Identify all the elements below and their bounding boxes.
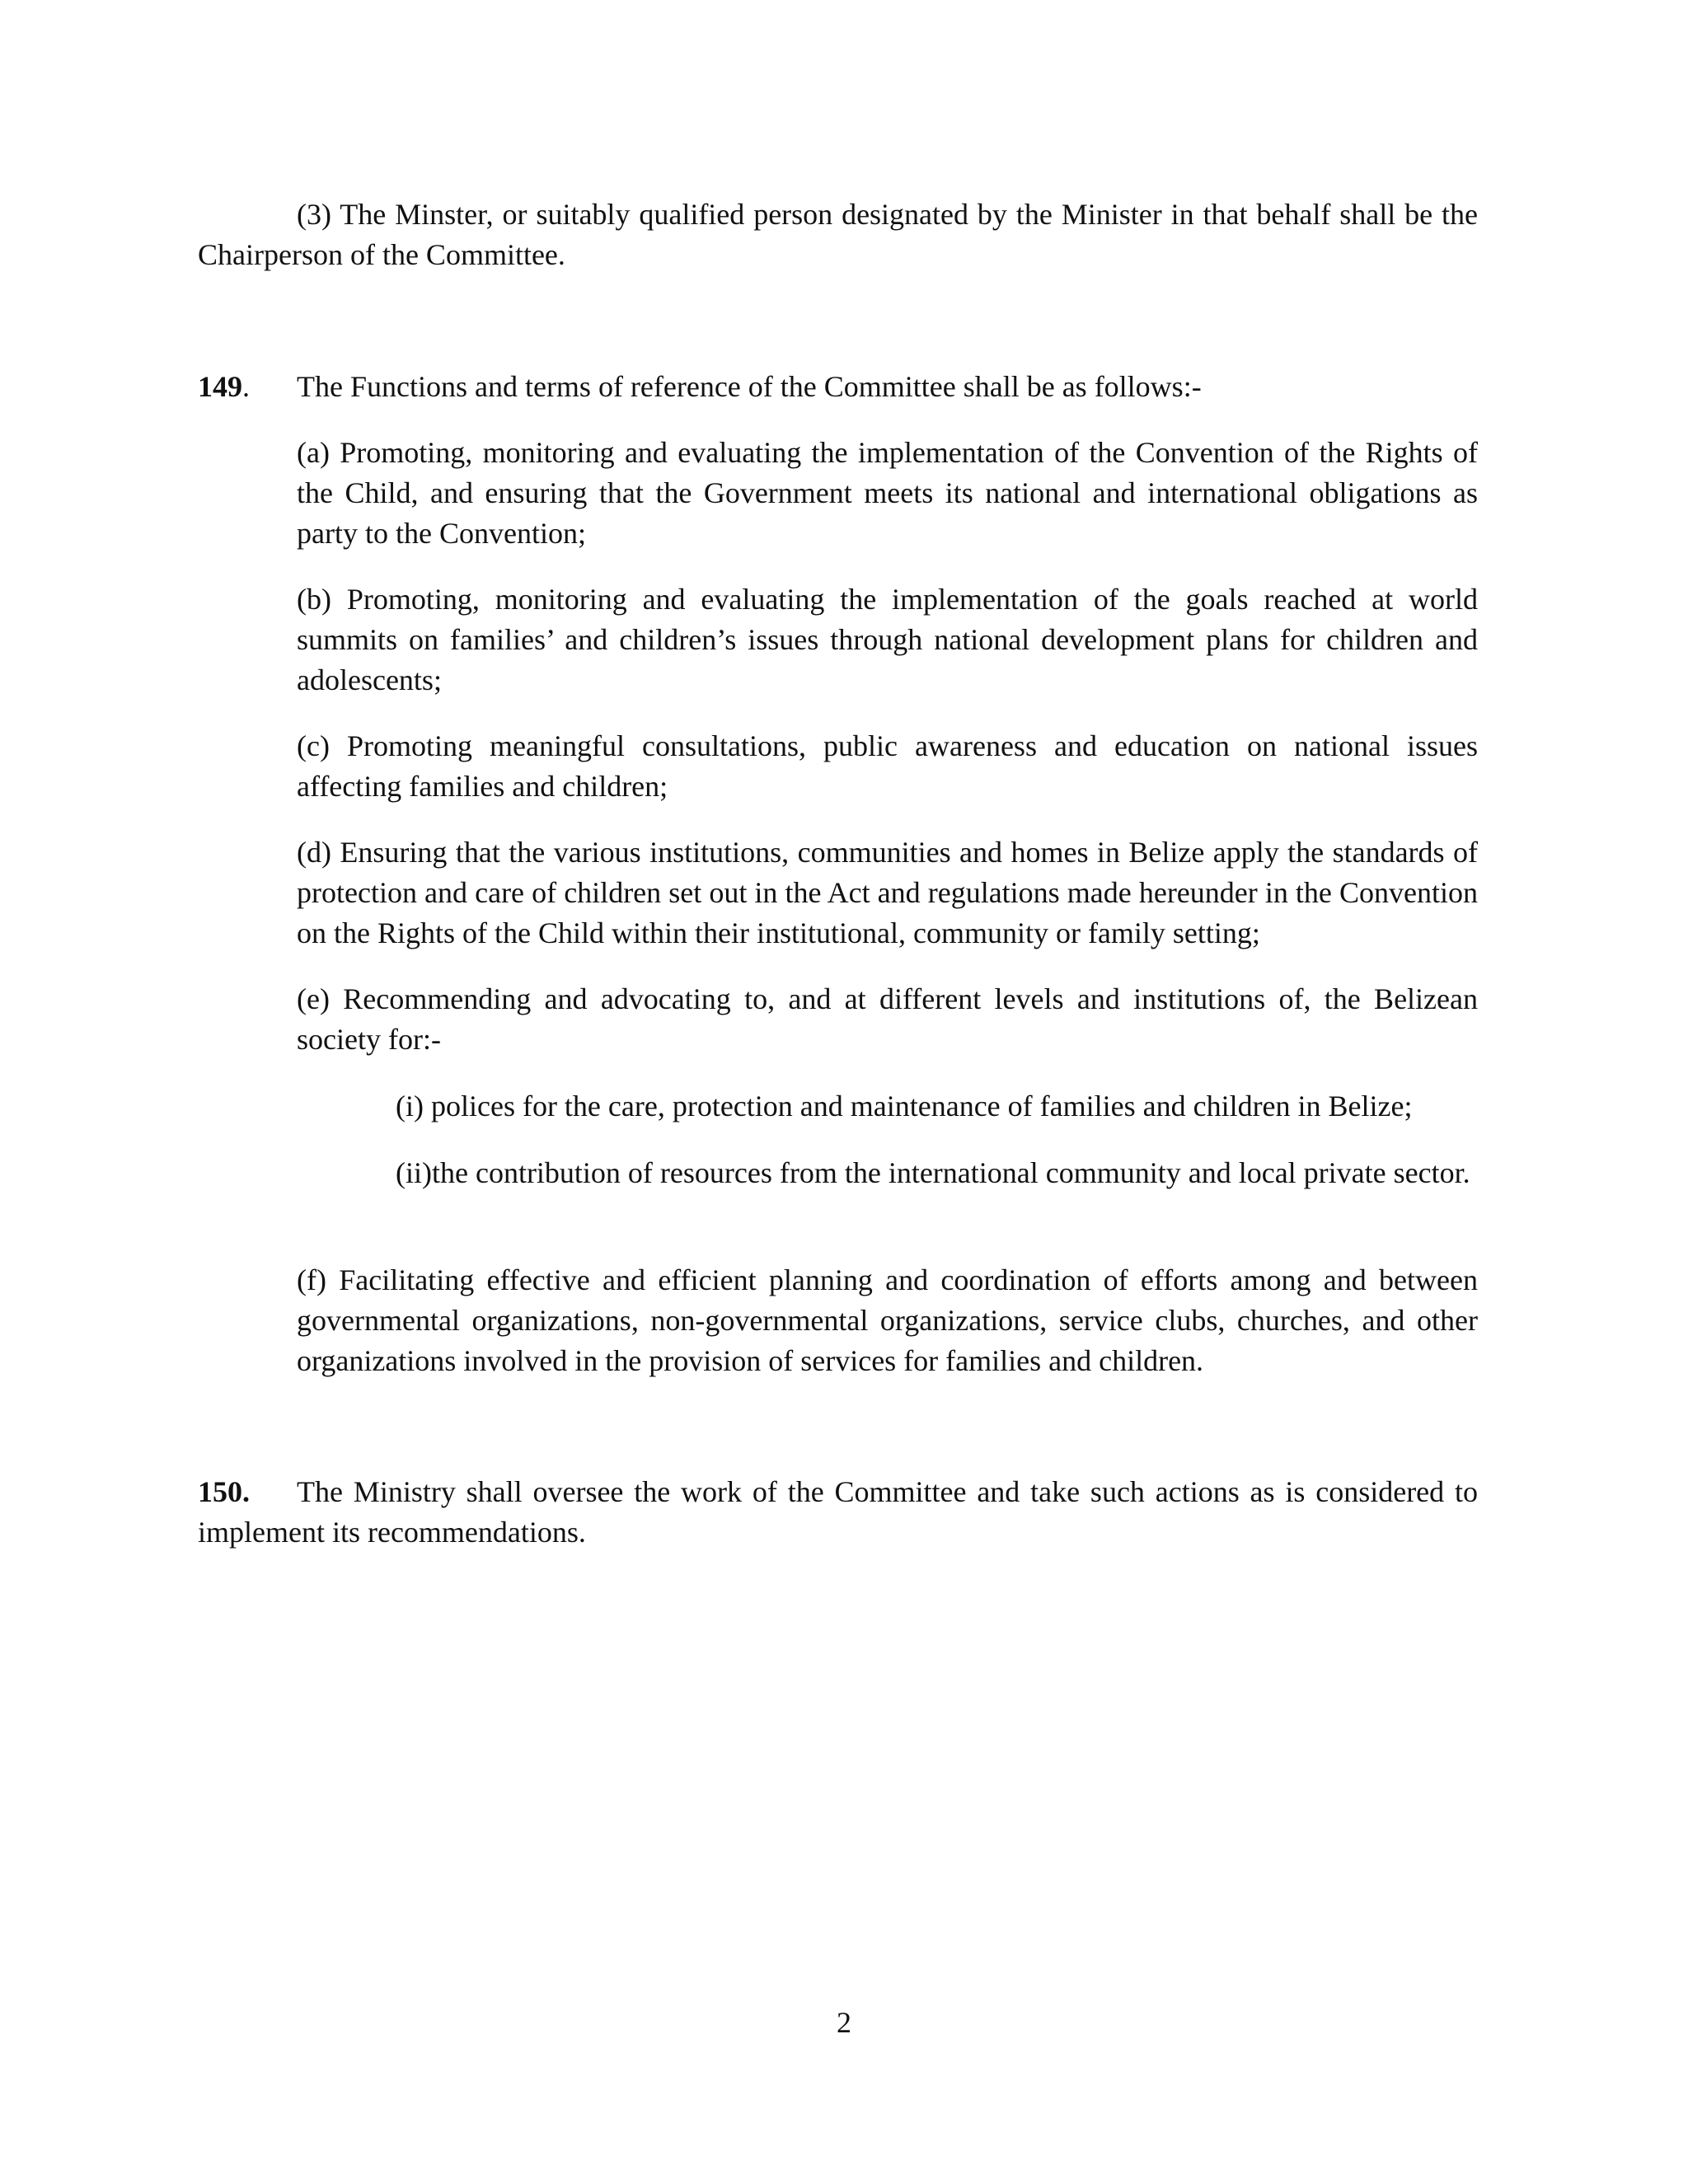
section-149-number-suffix: . — [242, 370, 250, 403]
section-149-intro: The Functions and terms of reference of the Committee shall be as follows:- — [297, 370, 1202, 403]
paragraph-3-chairperson: (3) The Minster, or suitably qualified person designated by the Minister in that behalf shall be the Chairperson of the Committee. — [198, 198, 1478, 271]
item-f: (f) Facilitating effective and efficient planning and coordination of efforts among and between governmental organizations, non-governmental organizations, service clubs, churches, and other organizations involved in the provision of services for families and children. — [297, 1263, 1478, 1377]
item-e-i: (i) polices for the care, protection and maintenance of families and children in Belize; — [396, 1090, 1413, 1122]
page-number: 2 — [837, 2006, 851, 2039]
section-150-text: The Ministry shall oversee the work of the Committee and take such actions as is considered to implement its recommendations. — [198, 1475, 1478, 1549]
item-d: (d) Ensuring that the various institutions, communities and homes in Belize apply the standards of protection and care of children set out in the Act and regulations made hereunder in the Convention on the Rights of the Child within their institutional, community or family setting; — [297, 836, 1478, 949]
section-149-number-text: 149 — [198, 370, 242, 403]
item-c: (c) Promoting meaningful consultations, public awareness and education on national issues affecting families and children; — [297, 729, 1478, 803]
section-150-number: 150. — [198, 1475, 250, 1508]
item-e: (e) Recommending and advocating to, and at different levels and institutions of, the Belizean society for:- — [297, 982, 1478, 1056]
item-b: (b) Promoting, monitoring and evaluating the implementation of the goals reached at world summits on families’ and children’s issues through national development plans for children and adolescents; — [297, 583, 1478, 696]
item-e-ii: (ii)the contribution of resources from the international community and local private sector. — [396, 1156, 1470, 1189]
section-150 — [198, 1472, 1478, 1553]
section-149-number — [198, 367, 297, 407]
section-149-heading — [198, 367, 1478, 407]
item-a: (a) Promoting, monitoring and evaluating the implementation of the Convention of the Rights of the Child, and ensuring that the Government meets its national and international obligations as party to the Convention; — [297, 436, 1478, 550]
